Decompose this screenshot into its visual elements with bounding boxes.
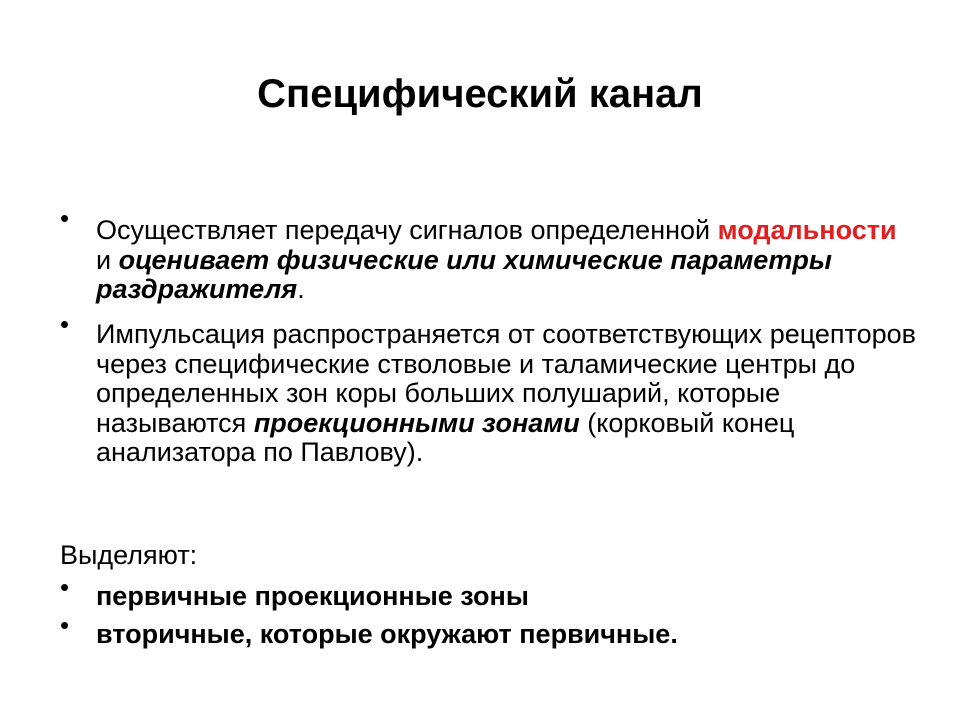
- bullet-text-1: [96, 216, 916, 305]
- slide-title: Специфический канал: [257, 72, 703, 116]
- text-run: Осуществляет передачу сигналов определенной: [96, 215, 718, 245]
- text-run: (корковый конец анализатора по Павлову).: [96, 407, 795, 467]
- text-run: Импульсация распространяется от соответствующих рецепторов через специфические стволовые и таламические центры до определенных зон коры больших полушарий, которые называются: [96, 319, 916, 438]
- bullet-text-4: вторичные, которые окружают первичные.: [96, 619, 678, 649]
- emphasis-text: оценивает физические или химические параметры раздражителя: [96, 244, 832, 304]
- bullet-text-2: [96, 320, 916, 468]
- emphasis-text: проекционными зонами: [253, 407, 580, 438]
- subheading: Выделяют:: [60, 540, 198, 570]
- bullet-marker-1: •: [60, 203, 70, 233]
- bullet-marker-2: •: [60, 309, 70, 339]
- bullet-marker-3: •: [60, 572, 70, 602]
- highlight-modality: модальности: [717, 215, 897, 245]
- bullet-text-3: первичные проекционные зоны: [96, 581, 529, 611]
- text-run: .: [297, 274, 305, 304]
- text-run: и: [96, 244, 119, 275]
- bullet-marker-4: •: [60, 610, 70, 640]
